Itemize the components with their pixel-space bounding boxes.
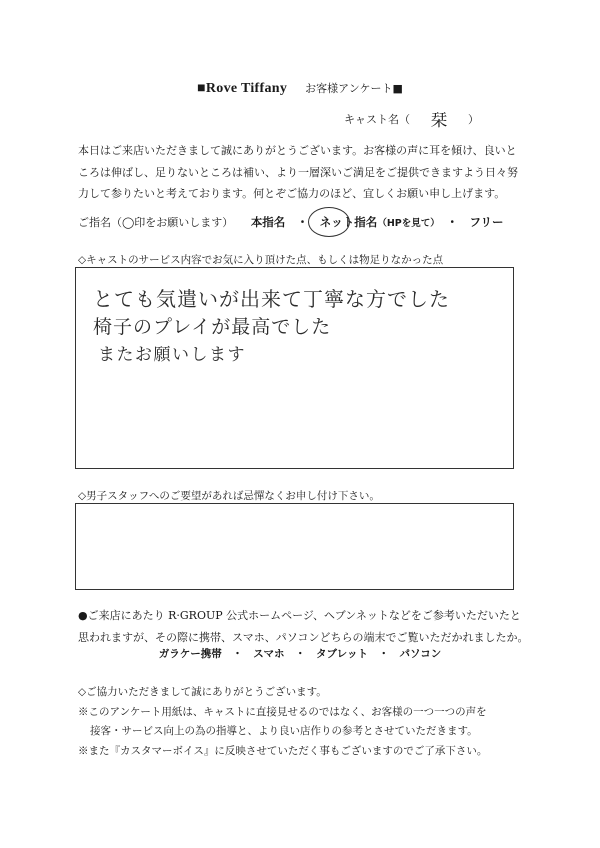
handwritten-answer-line: とても気遣いが出来て丁寧な方でした <box>93 287 450 311</box>
question2-answer-box[interactable] <box>75 503 514 590</box>
nomination-option-hp: （HPを見て） <box>377 218 435 229</box>
intro-paragraph <box>78 140 518 205</box>
closing-thanks: ◇ご協力いただきまして誠にありがとうございます。 <box>78 686 327 698</box>
question3-line: 思われますが、その際に携帯、スマホ、パソコンどちらの端末でご覧いただかれましたか。 <box>78 631 529 644</box>
intro-line: 本日はご来店いただきまして誠にありがとうございます。お客様の声に耳を傾け、良いと <box>78 144 517 157</box>
nomination-row <box>78 214 504 230</box>
brand-name: ■Rove Tiffany <box>197 81 288 96</box>
cast-name-handwritten: 栞 <box>430 111 448 131</box>
closing-note: ※このアンケート用紙は、キャストに直接見せるのではなく、お客様の一つ一つの声を <box>78 705 487 718</box>
closing-note-continued: 接客・サービス向上の為の指導と、より良い店作りの参考とさせていただきます。 <box>90 725 478 737</box>
nomination-label: ご指名（◯印をお願いします） <box>78 216 234 229</box>
device-options: ガラケー携帯 ・ スマホ ・ タブレット ・ パソコン <box>158 648 442 660</box>
closing-note: ※また『カスタマーボイス』に反映させていただく事もございますのでご了承下さい。 <box>78 744 488 757</box>
nomination-options <box>251 215 504 229</box>
intro-line: ころは伸ばし、足りないところは補い、より一層深いご満足をご提供できますよう日々努 <box>78 165 518 179</box>
nomination-option-main: 本指名 ・ ネット指名 <box>250 215 378 229</box>
closing-notes <box>78 683 487 761</box>
cast-name-label: キャスト名（ <box>344 113 410 126</box>
cast-name-close: ） <box>468 113 479 126</box>
handwritten-answer-line: またお願いします <box>98 345 246 365</box>
handwritten-circle-mark <box>308 207 350 237</box>
question1-answer-box[interactable] <box>75 267 514 469</box>
question2-label: ◇男子スタッフへのご要望があれば忌憚なくお申し付け下さい。 <box>78 490 380 502</box>
handwritten-answer-line: 椅子のプレイが最高でした <box>93 316 332 338</box>
intro-line: 力して参りたいと考えております。何とぞご協力のほど、宜しくお願い申し上げます。 <box>78 187 506 200</box>
nomination-option-free: ・ フリー <box>446 215 504 229</box>
cast-name-field <box>344 106 479 131</box>
question3-line: ●ご来店にあたり R·GROUP 公式ホームページ、ヘブンネットなどをご参考いただいたと <box>78 609 521 622</box>
survey-subtitle: お客様アンケート■ <box>305 82 403 95</box>
survey-title <box>0 80 600 97</box>
question3-text <box>78 605 529 649</box>
question1-label: ◇キャストのサービス内容でお気に入り頂けた点、もしくは物足りなかった点 <box>78 254 444 266</box>
